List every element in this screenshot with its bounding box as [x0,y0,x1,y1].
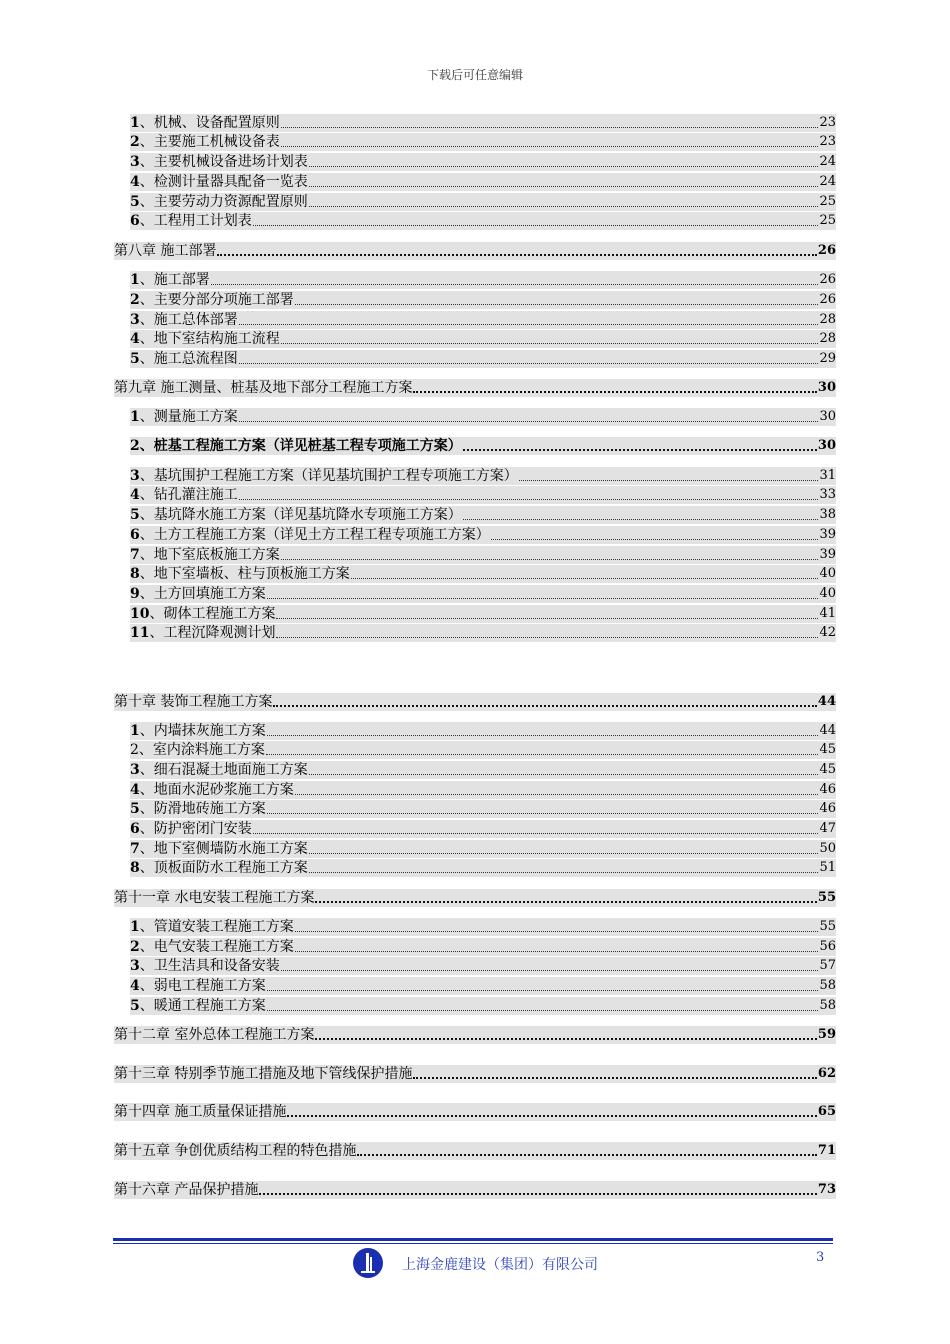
toc-entry-text: 、管道安装工程施工方案 [139,919,294,935]
toc-leader-dots [239,323,819,325]
toc-page-number: 30 [817,438,836,453]
toc-entry-text: 、地下室结构施工流程 [139,331,280,347]
toc-leader-dots [281,558,819,560]
toc-entry-number: 6 [130,213,140,229]
toc-page-number: 59 [817,1027,836,1042]
toc-entry-title [130,153,308,171]
toc-leader-dots [519,479,819,481]
toc-leader-dots [267,597,819,599]
toc-entry-number: 9 [130,586,140,602]
toc-entry-text: 、砌体工程施工方案 [149,606,276,622]
toc-entry-title [130,437,462,455]
company-logo-icon [352,1247,384,1279]
toc-leader-dots [267,989,819,991]
toc-page-number: 58 [819,998,836,1013]
toc-entry-number: 2 [130,742,139,758]
toc-leader-dots [491,538,819,540]
toc-leader-dots [413,1076,816,1079]
toc-leader-dots [273,704,816,707]
toc-entry-number: 4 [130,978,140,994]
toc-entry-number: 7 [130,547,140,563]
footer-rule-thin [113,1243,833,1244]
toc-leader-dots [281,126,819,128]
toc-section-entry[interactable] [130,271,836,289]
toc-leader-dots [287,1114,816,1117]
toc-entry-title [114,693,272,711]
toc-page-number: 25 [819,194,836,209]
toc-section-entry[interactable] [130,761,836,779]
toc-chapter-entry[interactable] [114,693,836,711]
toc-entry-number: 1 [130,115,140,131]
toc-entry-title [114,1026,314,1044]
toc-leader-dots [295,930,819,932]
toc-section-entry[interactable] [130,585,836,603]
toc-page-number: 31 [819,468,836,483]
toc-entry-title [130,271,210,289]
toc-section-entry[interactable] [130,997,836,1015]
toc-entry-title [130,546,280,564]
toc-page-number: 47 [819,821,836,836]
toc-entry-title [130,350,238,368]
toc-chapter-entry[interactable] [114,1065,836,1083]
toc-entry-number: 5 [130,998,140,1014]
toc-entry-title [130,193,308,211]
toc-entry-number: 8 [130,860,140,876]
toc-entry-title [130,311,238,329]
toc-leader-dots [239,498,819,500]
toc-page-number: 71 [817,1143,836,1158]
toc-entry-text: 、机械、设备配置原则 [139,115,280,131]
toc-chapter-entry[interactable] [114,1142,836,1160]
toc-section-entry[interactable] [130,741,836,759]
toc-leader-dots [239,420,819,422]
toc-leader-dots [309,185,819,187]
toc-page-number: 30 [819,409,836,424]
toc-page-number: 38 [819,507,836,522]
toc-page-number: 39 [819,527,836,542]
toc-entry-title [130,585,266,603]
footer-page-number: 3 [816,1250,825,1265]
toc-entry-number: 4 [130,331,140,347]
toc-entry-text: 第十四章 施工质量保证措施 [114,1104,287,1120]
toc-leader-dots [309,165,819,167]
toc-leader-dots [281,969,819,971]
toc-entry-title [114,242,216,260]
toc-leader-dots [253,832,819,834]
toc-leader-dots [259,1192,816,1195]
toc-entry-text: 、卫生洁具和设备安装 [139,958,280,974]
toc-page-number: 45 [819,762,836,777]
toc-section-entry[interactable] [130,840,836,858]
toc-section-entry[interactable] [130,408,836,426]
toc-section-entry[interactable] [130,114,836,132]
toc-entry-text: 第十一章 水电安装工程施工方案 [114,890,315,906]
toc-entry-title [130,173,308,191]
toc-section-entry[interactable] [130,212,836,230]
toc-entry-text: 、施工总体部署 [139,312,238,328]
toc-entry-text: 、基坑降水施工方案（详见基坑降水专项施工方案） [139,507,462,523]
toc-section-entry[interactable] [130,781,836,799]
toc-page-number: 26 [819,292,836,307]
toc-section-entry[interactable] [130,938,836,956]
toc-entry-number: 1 [130,723,140,739]
toc-page-number: 55 [819,919,836,934]
toc-section-entry[interactable] [130,526,836,544]
toc-section-entry[interactable] [130,311,836,329]
toc-entry-number: 4 [130,782,140,798]
toc-chapter-entry[interactable] [114,379,836,397]
toc-entry-text: 、基坑围护工程施工方案（详见基坑围护工程专项施工方案） [139,468,518,484]
toc-entry-title [130,938,294,956]
toc-section-entry[interactable] [130,859,836,877]
toc-entry-title [130,977,266,995]
toc-page-number: 40 [819,586,836,601]
toc-entry-text: 、地面水泥砂浆施工方案 [139,782,294,798]
toc-page-number: 62 [817,1066,836,1081]
toc-entry-text: 、主要分部分项施工部署 [139,292,294,308]
toc-entry-number: 5 [130,194,140,210]
toc-entry-text: 、施工部署 [139,272,210,288]
toc-section-entry[interactable] [130,506,836,524]
toc-entry-text: 、电气安装工程施工方案 [139,939,294,955]
toc-entry-text: 、钻孔灌注施工 [139,487,238,503]
toc-entry-number: 7 [130,841,140,857]
toc-leader-dots [266,753,819,755]
toc-page-number: 50 [819,841,836,856]
toc-entry-text: 第九章 施工测量、桩基及地下部分工程施工方案 [114,380,413,396]
toc-leader-dots [295,303,819,305]
toc-entry-text: 、防滑地砖施工方案 [139,801,266,817]
toc-page-number: 23 [819,134,836,149]
toc-entry-text: 、顶板面防水工程施工方案 [139,860,308,876]
toc-leader-dots [295,950,819,952]
toc-leader-dots [239,362,819,364]
toc-entry-title [130,781,294,799]
toc-entry-number: 6 [130,821,140,837]
toc-section-entry[interactable] [130,605,836,623]
toc-leader-dots [281,342,819,344]
toc-entry-title [130,840,308,858]
toc-section-entry[interactable] [130,291,836,309]
toc-section-entry[interactable] [130,133,836,151]
toc-page-number: 23 [819,115,836,130]
toc-entry-text: 、主要劳动力资源配置原则 [139,194,308,210]
toc-entry-title [130,761,308,779]
toc-page-number: 40 [819,566,836,581]
toc-chapter-entry[interactable] [114,889,836,907]
toc-section-entry[interactable] [130,977,836,995]
toc-entry-text: 、检测计量器具配备一览表 [139,174,308,190]
toc-entry-text: 、主要施工机械设备表 [139,134,280,150]
toc-chapter-entry[interactable] [114,242,836,260]
toc-leader-dots [217,253,816,256]
toc-entry-title [130,859,308,877]
toc-leader-dots [413,390,816,393]
toc-page-number: 57 [819,958,836,973]
toc-section-entry[interactable] [130,546,836,564]
toc-entry-text: 、土方工程施工方案（详见土方工程工程专项施工方案） [139,527,490,543]
toc-page-number: 33 [819,487,836,502]
toc-section-entry[interactable] [130,467,836,485]
toc-page-number: 46 [819,782,836,797]
toc-page-number: 30 [817,380,836,395]
toc-entry-number: 3 [130,154,140,170]
toc-entry-title [130,800,266,818]
toc-section-entry[interactable] [130,565,836,583]
toc-section-entry[interactable] [130,820,836,838]
toc-entry-number: 1 [130,409,140,425]
footer-rule [113,1238,833,1241]
toc-leader-dots [276,617,818,619]
toc-leader-dots [295,793,819,795]
toc-entry-number: 2 [130,134,140,150]
toc-page-number: 24 [819,174,836,189]
toc-section-entry[interactable] [130,437,836,455]
toc-entry-number: 8 [130,566,140,582]
toc-page-number: 56 [819,939,836,954]
toc-page-number: 44 [817,694,836,709]
toc-page-number: 42 [819,625,836,640]
toc-entry-title [114,1181,258,1199]
toc-leader-dots [463,518,819,520]
toc-entry-title [130,997,266,1015]
toc-page-number: 24 [819,154,836,169]
toc-section-entry[interactable] [130,624,836,642]
toc-leader-dots [281,145,819,147]
toc-entry-number: 3 [130,312,140,328]
toc-entry-title [130,526,490,544]
toc-entry-number: 2 [130,292,140,308]
toc-entry-title [130,918,294,936]
toc-entry-text: 、细石混凝土地面施工方案 [139,762,308,778]
toc-entry-number: 2 [130,438,140,454]
toc-page-number: 65 [817,1104,836,1119]
toc-leader-dots [276,636,818,638]
toc-entry-title [130,605,275,623]
toc-entry-text: 第十二章 室外总体工程施工方案 [114,1027,315,1043]
toc-page-number: 44 [819,723,836,738]
toc-section-entry[interactable] [130,153,836,171]
toc-entry-number: 3 [130,762,140,778]
toc-entry-text: 、地下室底板施工方案 [139,547,280,563]
toc-entry-number: 5 [130,801,140,817]
toc-entry-title [130,330,280,348]
toc-entry-title [130,486,238,504]
toc-page-number: 41 [819,606,836,621]
toc-page-number: 28 [819,331,836,346]
toc-entry-text: 、防护密闭门安装 [139,821,252,837]
toc-page-number: 46 [819,801,836,816]
toc-entry-text: 、工程用工计划表 [139,213,252,229]
toc-entry-title [130,114,280,132]
toc-entry-text: 第十章 装饰工程施工方案 [114,694,273,710]
toc-entry-number: 4 [130,487,140,503]
toc-page-number: 25 [819,213,836,228]
toc-entry-text: 、工程沉降观测计划 [149,625,276,641]
toc-entry-title [130,506,462,524]
toc-leader-dots [253,224,819,226]
toc-entry-title [130,408,238,426]
toc-leader-dots [267,734,819,736]
toc-entry-title [130,722,266,740]
toc-section-entry[interactable] [130,722,836,740]
toc-leader-dots [309,852,819,854]
toc-entry-number: 1 [130,272,140,288]
toc-entry-title [130,624,275,642]
toc-section-entry[interactable] [130,330,836,348]
toc-leader-dots [309,871,819,873]
toc-entry-title [130,133,280,151]
toc-section-entry[interactable] [130,918,836,936]
toc-leader-dots [315,900,816,903]
toc-entry-text: 第十六章 产品保护措施 [114,1182,259,1198]
page-header: 下载后可任意编辑 [426,68,523,82]
toc-entry-number: 5 [130,507,140,523]
toc-entry-title [130,820,252,838]
toc-entry-text: 第八章 施工部署 [114,243,217,259]
toc-entry-text: 、室内涂料施工方案 [138,742,265,758]
toc-section-entry[interactable] [130,957,836,975]
toc-entry-text: 、地下室墙板、柱与顶板施工方案 [139,566,350,582]
toc-entry-title [130,212,252,230]
toc-entry-title [130,741,265,759]
toc-entry-title [114,1103,286,1121]
toc-entry-title [114,379,412,397]
toc-section-entry[interactable] [130,193,836,211]
toc-leader-dots [211,283,819,285]
toc-entry-text: 第十五章 争创优质结构工程的特色措施 [114,1143,357,1159]
toc-page-number: 26 [819,272,836,287]
toc-chapter-entry[interactable] [114,1103,836,1121]
toc-leader-dots [357,1153,816,1156]
toc-page-number: 51 [819,860,836,875]
toc-entry-title [130,467,518,485]
toc-page-number: 39 [819,547,836,562]
toc-leader-dots [267,1009,819,1011]
toc-page-number: 73 [817,1182,836,1197]
footer-company-name: 上海金鹿建设（集团）有限公司 [402,1257,598,1273]
toc-leader-dots [463,448,817,451]
toc-page-number: 58 [819,978,836,993]
toc-section-entry[interactable] [130,173,836,191]
toc-leader-dots [315,1037,816,1040]
toc-leader-dots [309,205,819,207]
toc-page-number: 26 [817,243,836,258]
toc-chapter-entry[interactable] [114,1181,836,1199]
toc-entry-title [130,957,280,975]
toc-entry-text: 第十三章 特别季节施工措施及地下管线保护措施 [114,1066,413,1082]
toc-entry-text: 、内墙抹灰施工方案 [139,723,266,739]
toc-entry-text: 、土方回填施工方案 [139,586,266,602]
toc-entry-number: 5 [130,351,140,367]
toc-entry-text: 、暖通工程施工方案 [139,998,266,1014]
toc-leader-dots [351,577,819,579]
toc-page-number: 55 [817,890,836,905]
toc-entry-title [114,1065,412,1083]
toc-entry-number: 11 [130,625,150,641]
toc-entry-title [130,565,350,583]
toc-entry-title [114,1142,356,1160]
toc-entry-number: 3 [130,468,140,484]
toc-page-number: 29 [819,351,836,366]
toc-section-entry[interactable] [130,800,836,818]
toc-entry-number: 4 [130,174,140,190]
toc-entry-title [130,291,294,309]
toc-leader-dots [267,812,819,814]
toc-entry-text: 、施工总流程图 [139,351,238,367]
toc-entry-number: 2 [130,939,140,955]
toc-entry-text: 、主要机械设备进场计划表 [139,154,308,170]
toc-entry-number: 6 [130,527,140,543]
toc-section-entry[interactable] [130,350,836,368]
toc-entry-number: 1 [130,919,140,935]
toc-entry-text: 、桩基工程施工方案（详见桩基工程专项施工方案） [139,438,462,454]
toc-entry-text: 、测量施工方案 [139,409,238,425]
toc-page-number: 45 [819,742,836,757]
toc-entry-title [114,889,314,907]
toc-entry-number: 3 [130,958,140,974]
toc-section-entry[interactable] [130,486,836,504]
toc-entry-text: 、地下室侧墙防水施工方案 [139,841,308,857]
toc-page-number: 28 [819,312,836,327]
toc-entry-text: 、弱电工程施工方案 [139,978,266,994]
toc-chapter-entry[interactable] [114,1026,836,1044]
toc-leader-dots [309,773,819,775]
toc-entry-number: 10 [130,606,150,622]
